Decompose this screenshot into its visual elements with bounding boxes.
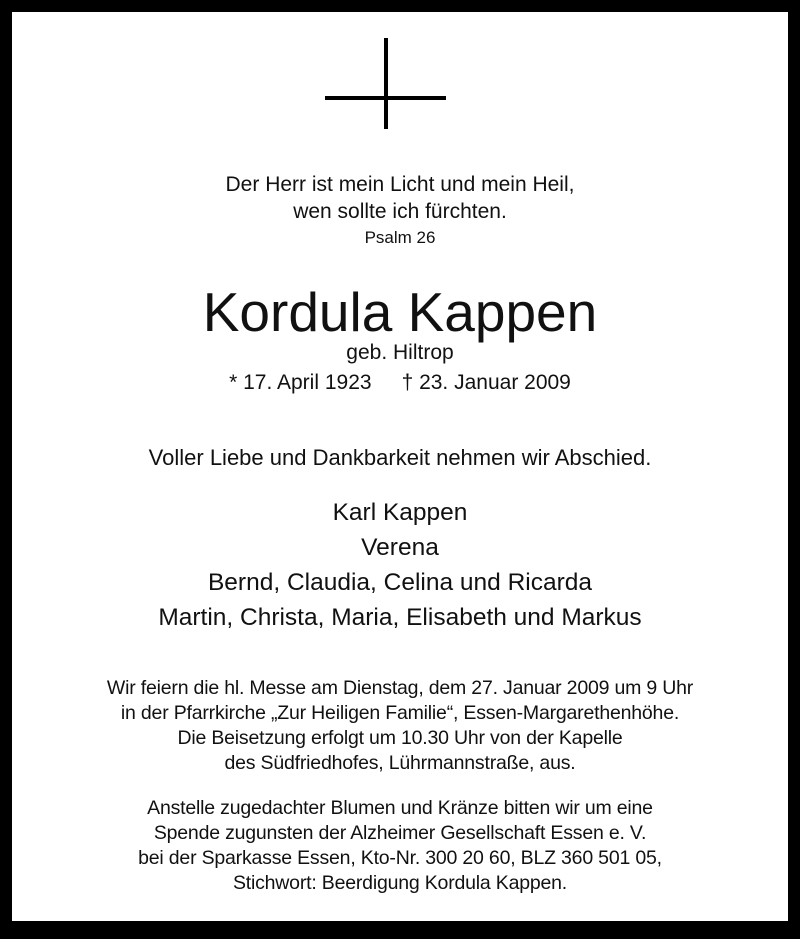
service-line: des Südfriedhofes, Lührmannstraße, aus. — [224, 752, 576, 774]
mourner-line: Karl Kappen — [332, 499, 468, 526]
birth-date: * 17. April 1923 — [229, 371, 372, 394]
mourner-line: Martin, Christa, Maria, Elisabeth und Markus — [158, 604, 642, 631]
service-line: Wir feiern die hl. Messe am Dienstag, dem 27. Januar 2009 um 9 Uhr — [106, 677, 694, 699]
mourner-line: Bernd, Claudia, Celina und Ricarda — [207, 569, 593, 596]
cross-horizontal-bar — [325, 96, 446, 100]
life-dates — [0, 372, 800, 393]
donation-line: Spende zugunsten der Alzheimer Gesellschaft Essen e. V. — [153, 822, 647, 844]
deceased-name: Kordula Kappen — [202, 281, 598, 343]
donation-line: Stichwort: Beerdigung Kordula Kappen. — [232, 872, 568, 894]
service-line: Die Beisetzung erfolgt um 10.30 Uhr von der Kapelle — [177, 727, 623, 749]
death-date: † 23. Januar 2009 — [401, 371, 571, 394]
donation-line: bei der Sparkasse Essen, Kto-Nr. 300 20 60, BLZ 360 501 05, — [138, 847, 662, 869]
verse-line: wen sollte ich fürchten. — [293, 200, 507, 223]
farewell-text: Voller Liebe und Dankbarkeit nehmen wir Abschied. — [148, 445, 652, 470]
verse-source: Psalm 26 — [364, 228, 436, 247]
service-line: in der Pfarrkirche „Zur Heiligen Familie“, Essen-Margarethenhöhe. — [120, 702, 680, 724]
cross-vertical-bar — [384, 38, 388, 129]
donation-line: Anstelle zugedachter Blumen und Kränze bitten wir um eine — [147, 797, 653, 819]
verse-line: Der Herr ist mein Licht und mein Heil, — [225, 173, 575, 196]
maiden-name: geb. Hiltrop — [346, 341, 454, 364]
mourner-line: Verena — [361, 534, 439, 561]
